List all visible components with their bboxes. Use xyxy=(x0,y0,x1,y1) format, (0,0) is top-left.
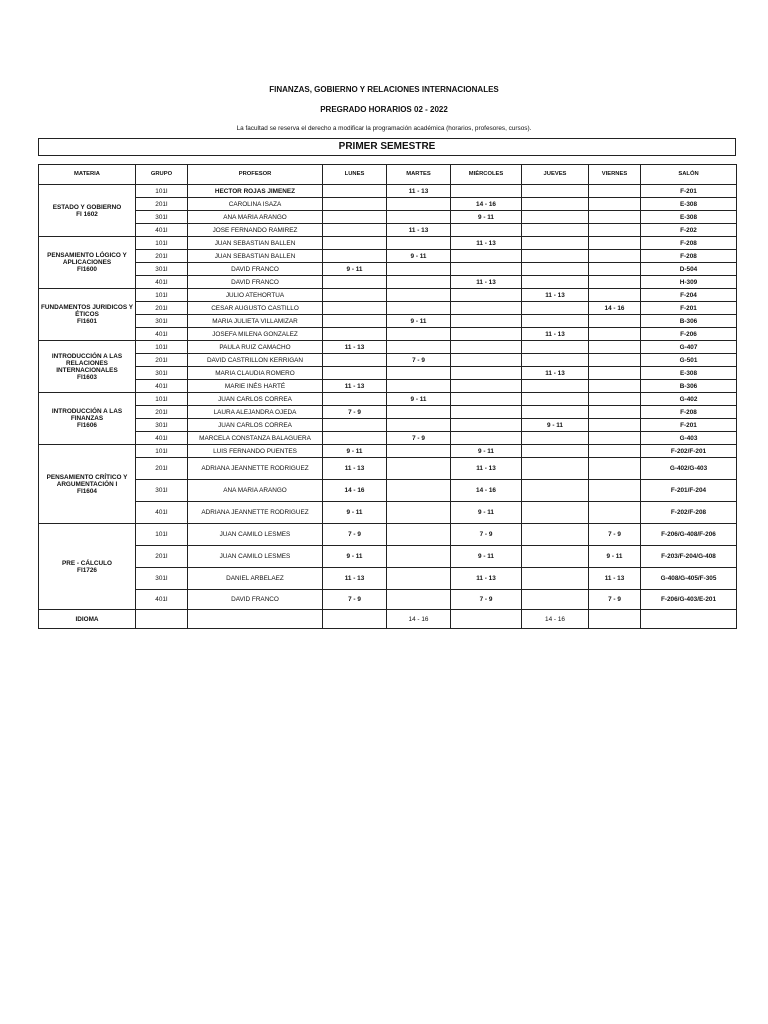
time-miercoles xyxy=(451,354,522,367)
group-code: 201I xyxy=(136,354,188,367)
time-lunes: 11 - 13 xyxy=(323,341,387,354)
room: F-201 xyxy=(641,302,737,315)
course-name: PRE - CÁLCULO FI1726 xyxy=(39,524,136,610)
time-jueves xyxy=(522,590,589,610)
time-miercoles: 11 - 13 xyxy=(451,458,522,480)
time-viernes: 9 - 11 xyxy=(589,546,641,568)
course-name: INTRODUCCIÓN A LAS RELACIONES INTERNACIONALES FI1603 xyxy=(39,341,136,393)
time-lunes: 7 - 9 xyxy=(323,524,387,546)
time-jueves xyxy=(522,458,589,480)
time-martes xyxy=(387,458,451,480)
time-lunes xyxy=(323,185,387,198)
time-viernes xyxy=(589,263,641,276)
room: G-408/G-405/F-305 xyxy=(641,568,737,590)
time-miercoles xyxy=(451,610,522,629)
room: F-206 xyxy=(641,328,737,341)
time-martes xyxy=(387,198,451,211)
professor-name: JOSEFA MILENA GONZALEZ xyxy=(188,328,323,341)
time-martes xyxy=(387,380,451,393)
time-lunes xyxy=(323,610,387,629)
time-lunes: 14 - 16 xyxy=(323,480,387,502)
time-viernes xyxy=(589,502,641,524)
schedule-row xyxy=(39,590,737,610)
schedule-row xyxy=(39,419,737,432)
time-viernes xyxy=(589,480,641,502)
time-lunes xyxy=(323,315,387,328)
time-martes xyxy=(387,328,451,341)
disclaimer-note: La facultad se reserva el derecho a modificar la programación académica (horarios, profesores, cursos). xyxy=(236,125,532,132)
time-viernes xyxy=(589,224,641,237)
time-viernes xyxy=(589,406,641,419)
room: E-308 xyxy=(641,211,737,224)
time-viernes xyxy=(589,419,641,432)
time-jueves xyxy=(522,568,589,590)
time-martes: 9 - 11 xyxy=(387,250,451,263)
time-viernes: 11 - 13 xyxy=(589,568,641,590)
time-miercoles: 9 - 11 xyxy=(451,445,522,458)
room: G-501 xyxy=(641,354,737,367)
time-viernes: 7 - 9 xyxy=(589,524,641,546)
room: F-208 xyxy=(641,406,737,419)
course-name: ESTADO Y GOBIERNO FI 1602 xyxy=(39,185,136,237)
time-martes xyxy=(387,524,451,546)
time-viernes xyxy=(589,445,641,458)
room: F-206/G-408/F-206 xyxy=(641,524,737,546)
time-lunes xyxy=(323,432,387,445)
schedule-row xyxy=(39,502,737,524)
room: F-202/F-208 xyxy=(641,502,737,524)
col-header-salon: SALÓN xyxy=(641,165,737,185)
room: F-204 xyxy=(641,289,737,302)
time-viernes: 7 - 9 xyxy=(589,590,641,610)
schedule-row xyxy=(39,237,737,250)
time-jueves xyxy=(522,445,589,458)
schedule-row xyxy=(39,328,737,341)
schedule-row xyxy=(39,224,737,237)
time-martes: 7 - 9 xyxy=(387,354,451,367)
time-lunes xyxy=(323,237,387,250)
time-martes xyxy=(387,341,451,354)
professor-name: MARIE INÉS HARTÉ xyxy=(188,380,323,393)
time-jueves xyxy=(522,185,589,198)
time-jueves xyxy=(522,432,589,445)
time-miercoles: 14 - 16 xyxy=(451,198,522,211)
group-code: 401I xyxy=(136,502,188,524)
col-header-martes: MARTES xyxy=(387,165,451,185)
professor-name: DAVID FRANCO xyxy=(188,276,323,289)
time-jueves: 11 - 13 xyxy=(522,289,589,302)
time-martes xyxy=(387,480,451,502)
time-viernes xyxy=(589,380,641,393)
group-code-empty xyxy=(136,610,188,629)
time-martes xyxy=(387,546,451,568)
professor-name: ADRIANA JEANNETTE RODRIGUEZ xyxy=(188,458,323,480)
faculty-title: FINANZAS, GOBIERNO Y RELACIONES INTERNACIONALES xyxy=(269,85,499,94)
schedule-row xyxy=(39,341,737,354)
time-miercoles xyxy=(451,393,522,406)
time-jueves: 9 - 11 xyxy=(522,419,589,432)
time-viernes xyxy=(589,211,641,224)
time-miercoles: 14 - 16 xyxy=(451,480,522,502)
room: F-203/F-204/G-408 xyxy=(641,546,737,568)
time-martes xyxy=(387,367,451,380)
group-code: 201I xyxy=(136,250,188,263)
professor-name: JUAN SEBASTIAN BALLEN xyxy=(188,237,323,250)
room: G-402/G-403 xyxy=(641,458,737,480)
time-lunes: 7 - 9 xyxy=(323,406,387,419)
time-jueves xyxy=(522,250,589,263)
room: F-208 xyxy=(641,250,737,263)
group-code: 201I xyxy=(136,458,188,480)
room: F-201 xyxy=(641,185,737,198)
time-miercoles xyxy=(451,224,522,237)
time-lunes: 11 - 13 xyxy=(323,458,387,480)
time-miercoles xyxy=(451,380,522,393)
schedule-row xyxy=(39,315,737,328)
time-lunes: 9 - 11 xyxy=(323,445,387,458)
group-code: 301I xyxy=(136,315,188,328)
group-code: 401I xyxy=(136,432,188,445)
professor-name: DANIEL ARBELAEZ xyxy=(188,568,323,590)
time-viernes xyxy=(589,237,641,250)
time-martes xyxy=(387,237,451,250)
schedule-row xyxy=(39,445,737,458)
professor-name: MARIA CLAUDIA ROMERO xyxy=(188,367,323,380)
time-martes xyxy=(387,302,451,315)
time-martes xyxy=(387,445,451,458)
group-code: 101I xyxy=(136,289,188,302)
time-miercoles xyxy=(451,263,522,276)
room: B-306 xyxy=(641,315,737,328)
time-miercoles xyxy=(451,250,522,263)
time-jueves xyxy=(522,315,589,328)
time-jueves xyxy=(522,211,589,224)
room: F-206/G-403/E-201 xyxy=(641,590,737,610)
time-jueves xyxy=(522,406,589,419)
col-header-viernes: VIERNES xyxy=(589,165,641,185)
group-code: 401I xyxy=(136,380,188,393)
professor-name: JUAN CARLOS CORREA xyxy=(188,419,323,432)
time-lunes xyxy=(323,211,387,224)
time-viernes xyxy=(589,328,641,341)
group-code: 201I xyxy=(136,406,188,419)
schedule-row xyxy=(39,546,737,568)
group-code: 401I xyxy=(136,328,188,341)
schedule-row xyxy=(39,276,737,289)
col-header-miercoles: MIÉRCOLES xyxy=(451,165,522,185)
group-code: 401I xyxy=(136,276,188,289)
schedule-row xyxy=(39,458,737,480)
room: H-309 xyxy=(641,276,737,289)
room: F-201/F-204 xyxy=(641,480,737,502)
time-lunes: 9 - 11 xyxy=(323,502,387,524)
schedule-row xyxy=(39,211,737,224)
time-viernes xyxy=(589,315,641,328)
room: G-407 xyxy=(641,341,737,354)
professor-name: DAVID FRANCO xyxy=(188,263,323,276)
professor-name: LAURA ALEJANDRA OJEDA xyxy=(188,406,323,419)
time-jueves xyxy=(522,263,589,276)
course-name-idioma: IDIOMA xyxy=(39,610,136,629)
schedule-row xyxy=(39,393,737,406)
time-jueves xyxy=(522,354,589,367)
time-jueves xyxy=(522,302,589,315)
professor-name: JUAN SEBASTIAN BALLEN xyxy=(188,250,323,263)
time-lunes: 11 - 13 xyxy=(323,568,387,590)
time-miercoles xyxy=(451,328,522,341)
professor-name: DAVID FRANCO xyxy=(188,590,323,610)
room: D-504 xyxy=(641,263,737,276)
time-miercoles xyxy=(451,419,522,432)
schedule-row-idioma xyxy=(39,610,737,629)
time-lunes: 11 - 13 xyxy=(323,380,387,393)
time-lunes xyxy=(323,224,387,237)
time-miercoles: 11 - 13 xyxy=(451,276,522,289)
group-code: 401I xyxy=(136,590,188,610)
time-viernes xyxy=(589,393,641,406)
time-viernes xyxy=(589,432,641,445)
professor-name: JUAN CAMILO LESMES xyxy=(188,546,323,568)
schedule-table xyxy=(38,164,737,629)
room: G-403 xyxy=(641,432,737,445)
room: G-402 xyxy=(641,393,737,406)
time-lunes xyxy=(323,419,387,432)
group-code: 101I xyxy=(136,393,188,406)
professor-name: CAROLINA ISAZA xyxy=(188,198,323,211)
group-code: 301I xyxy=(136,480,188,502)
time-miercoles: 9 - 11 xyxy=(451,502,522,524)
course-name: PENSAMIENTO CRÍTICO Y ARGUMENTACIÓN I FI1604 xyxy=(39,445,136,524)
schedule-row xyxy=(39,367,737,380)
time-martes xyxy=(387,263,451,276)
room-empty xyxy=(641,610,737,629)
group-code: 101I xyxy=(136,445,188,458)
time-viernes: 14 - 16 xyxy=(589,302,641,315)
time-martes xyxy=(387,406,451,419)
room: F-201 xyxy=(641,419,737,432)
professor-name: LUIS FERNANDO PUENTES xyxy=(188,445,323,458)
room: B-306 xyxy=(641,380,737,393)
group-code: 301I xyxy=(136,568,188,590)
schedule-row xyxy=(39,250,737,263)
schedule-row xyxy=(39,480,737,502)
professor-name: ANA MARIA ARANGO xyxy=(188,211,323,224)
header-row xyxy=(39,165,737,185)
time-jueves xyxy=(522,224,589,237)
room: E-308 xyxy=(641,367,737,380)
time-martes: 9 - 11 xyxy=(387,315,451,328)
group-code: 201I xyxy=(136,546,188,568)
time-martes xyxy=(387,502,451,524)
time-miercoles: 7 - 9 xyxy=(451,590,522,610)
professor-name: CESAR AUGUSTO CASTILLO xyxy=(188,302,323,315)
schedule-row xyxy=(39,185,737,198)
time-miercoles xyxy=(451,367,522,380)
group-code: 101I xyxy=(136,237,188,250)
time-lunes: 7 - 9 xyxy=(323,590,387,610)
professor-name: DAVID CASTRILLON KERRIGAN xyxy=(188,354,323,367)
time-jueves: 14 - 16 xyxy=(522,610,589,629)
time-miercoles xyxy=(451,406,522,419)
time-jueves: 11 - 13 xyxy=(522,367,589,380)
time-jueves xyxy=(522,198,589,211)
schedule-row xyxy=(39,406,737,419)
professor-name: JOSE FERNANDO RAMIREZ xyxy=(188,224,323,237)
time-martes: 7 - 9 xyxy=(387,432,451,445)
group-code: 301I xyxy=(136,263,188,276)
time-martes xyxy=(387,211,451,224)
time-viernes xyxy=(589,198,641,211)
time-miercoles: 9 - 11 xyxy=(451,546,522,568)
time-martes xyxy=(387,568,451,590)
course-name: INTRODUCCIÓN A LAS FINANZAS FI1606 xyxy=(39,393,136,445)
col-header-materia: MATERIA xyxy=(39,165,136,185)
time-martes xyxy=(387,419,451,432)
professor-name: MARIA JULIETA VILLAMIZAR xyxy=(188,315,323,328)
schedule-row xyxy=(39,198,737,211)
time-jueves xyxy=(522,524,589,546)
time-viernes xyxy=(589,367,641,380)
group-code: 301I xyxy=(136,367,188,380)
group-code: 201I xyxy=(136,198,188,211)
time-martes xyxy=(387,276,451,289)
professor-name: MARCELA CONSTANZA BALAGUERA xyxy=(188,432,323,445)
time-miercoles xyxy=(451,432,522,445)
time-jueves xyxy=(522,276,589,289)
time-viernes xyxy=(589,458,641,480)
time-jueves xyxy=(522,237,589,250)
group-code: 301I xyxy=(136,211,188,224)
col-header-jueves: JUEVES xyxy=(522,165,589,185)
group-code: 201I xyxy=(136,302,188,315)
time-martes xyxy=(387,590,451,610)
time-viernes xyxy=(589,610,641,629)
schedule-row xyxy=(39,354,737,367)
room: F-202/F-201 xyxy=(641,445,737,458)
schedule-row xyxy=(39,302,737,315)
schedule-row xyxy=(39,432,737,445)
time-lunes xyxy=(323,289,387,302)
time-lunes xyxy=(323,367,387,380)
time-lunes xyxy=(323,393,387,406)
schedule-row xyxy=(39,380,737,393)
course-name: PENSAMIENTO LÓGICO Y APLICACIONES FI1600 xyxy=(39,237,136,289)
room: F-202 xyxy=(641,224,737,237)
schedule-row xyxy=(39,263,737,276)
time-miercoles xyxy=(451,185,522,198)
group-code: 301I xyxy=(136,419,188,432)
time-lunes xyxy=(323,276,387,289)
time-miercoles xyxy=(451,341,522,354)
professor-empty xyxy=(188,610,323,629)
professor-name: HECTOR ROJAS JIMENEZ xyxy=(188,185,323,198)
time-jueves xyxy=(522,546,589,568)
time-miercoles xyxy=(451,315,522,328)
time-jueves: 11 - 13 xyxy=(522,328,589,341)
professor-name: JUAN CARLOS CORREA xyxy=(188,393,323,406)
professor-name: PAULA RUIZ CAMACHO xyxy=(188,341,323,354)
time-viernes xyxy=(589,354,641,367)
time-lunes: 9 - 11 xyxy=(323,263,387,276)
group-code: 101I xyxy=(136,185,188,198)
course-name: FUNDAMENTOS JURIDICOS Y ÉTICOS FI1601 xyxy=(39,289,136,341)
time-miercoles xyxy=(451,302,522,315)
time-miercoles: 7 - 9 xyxy=(451,524,522,546)
time-viernes xyxy=(589,185,641,198)
schedule-row xyxy=(39,568,737,590)
time-lunes xyxy=(323,302,387,315)
time-viernes xyxy=(589,341,641,354)
time-viernes xyxy=(589,250,641,263)
time-martes: 11 - 13 xyxy=(387,185,451,198)
time-viernes xyxy=(589,289,641,302)
room: E-308 xyxy=(641,198,737,211)
time-lunes xyxy=(323,354,387,367)
col-header-lunes: LUNES xyxy=(323,165,387,185)
schedule-row xyxy=(39,289,737,302)
col-header-grupo: GRUPO xyxy=(136,165,188,185)
time-miercoles: 11 - 13 xyxy=(451,568,522,590)
time-lunes xyxy=(323,328,387,341)
time-miercoles xyxy=(451,289,522,302)
time-lunes xyxy=(323,250,387,263)
time-jueves xyxy=(522,380,589,393)
schedule-row xyxy=(39,524,737,546)
group-code: 101I xyxy=(136,341,188,354)
time-viernes xyxy=(589,276,641,289)
schedule-title: PREGRADO HORARIOS 02 - 2022 xyxy=(320,105,448,114)
group-code: 401I xyxy=(136,224,188,237)
time-jueves xyxy=(522,502,589,524)
professor-name: JULIO ATEHORTUA xyxy=(188,289,323,302)
time-lunes: 9 - 11 xyxy=(323,546,387,568)
professor-name: ANA MARIA ARANGO xyxy=(188,480,323,502)
group-code: 101I xyxy=(136,524,188,546)
col-header-profesor: PROFESOR xyxy=(188,165,323,185)
time-martes: 11 - 13 xyxy=(387,224,451,237)
time-jueves xyxy=(522,393,589,406)
time-martes: 9 - 11 xyxy=(387,393,451,406)
time-miercoles: 11 - 13 xyxy=(451,237,522,250)
time-miercoles: 9 - 11 xyxy=(451,211,522,224)
professor-name: JUAN CAMILO LESMES xyxy=(188,524,323,546)
time-jueves xyxy=(522,480,589,502)
time-martes xyxy=(387,289,451,302)
semester-banner: PRIMER SEMESTRE xyxy=(38,138,736,156)
time-jueves xyxy=(522,341,589,354)
time-lunes xyxy=(323,198,387,211)
professor-name: ADRIANA JEANNETTE RODRIGUEZ xyxy=(188,502,323,524)
time-martes: 14 - 16 xyxy=(387,610,451,629)
room: F-208 xyxy=(641,237,737,250)
